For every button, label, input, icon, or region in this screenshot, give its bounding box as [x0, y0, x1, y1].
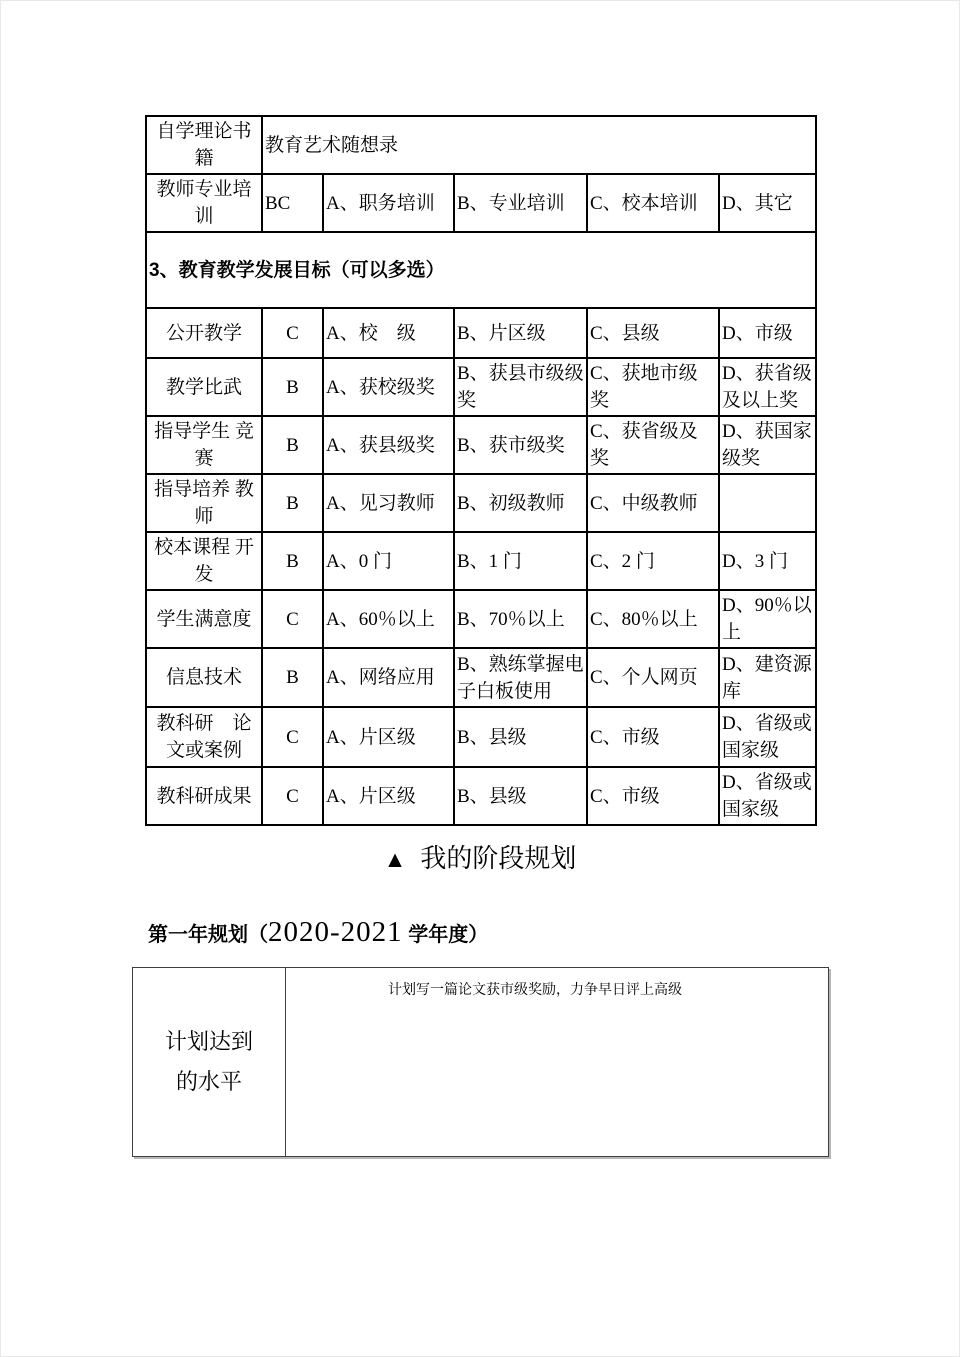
- goal-row-label: 指导培养 教师: [146, 474, 262, 532]
- option-c-cell: C、中级教师: [587, 474, 719, 532]
- goal-row-label: 教科研 论文或案例: [146, 707, 262, 767]
- training-row-label: 教师专业培训: [146, 174, 262, 232]
- option-c-cell: C、获地市级奖: [587, 358, 719, 416]
- reading-row-label: 自学理论书籍: [146, 116, 262, 174]
- option-d-cell: D、90％以上: [719, 590, 816, 648]
- option-c-cell: C、2 门: [587, 532, 719, 590]
- option-d-cell: D、省级或国家级: [719, 707, 816, 767]
- first-year-plan-heading: [148, 912, 488, 955]
- table-row: [146, 707, 816, 767]
- reading-row-value: 教育艺术随想录: [262, 116, 816, 174]
- option-c-cell: C、市级: [587, 707, 719, 767]
- option-b-cell: B、县级: [454, 767, 587, 825]
- option-b-cell: B、获县市级级奖: [454, 358, 587, 416]
- goal-row-label: 教学比武: [146, 358, 262, 416]
- option-d-cell: D、3 门: [719, 532, 816, 590]
- option-a-cell: A、60％以上: [323, 590, 454, 648]
- plan-row-label: 计划达到的水平: [133, 968, 286, 1157]
- goal-answer: B: [262, 648, 323, 707]
- option-a-cell: A、职务培训: [323, 174, 454, 232]
- plan-row-content-cell: [286, 968, 829, 1157]
- goal-answer: B: [262, 358, 323, 416]
- option-b-cell: B、片区级: [454, 308, 587, 358]
- option-a-cell: A、获县级奖: [323, 416, 454, 474]
- goal-answer: B: [262, 416, 323, 474]
- goal-answer: C: [262, 707, 323, 767]
- table-row: [146, 767, 816, 825]
- plan-level-table: [132, 967, 829, 1157]
- stage-plan-heading-text: 我的阶段规划: [420, 844, 577, 873]
- table-row: [146, 532, 816, 590]
- school-year-range: 2020-2021: [268, 916, 403, 948]
- option-b-cell: B、熟练掌握电子白板使用: [454, 648, 587, 707]
- plan-content-text: 计划写一篇论文获市级奖励，力争早日评上高级: [388, 983, 682, 998]
- development-goals-table: [145, 115, 817, 826]
- option-a-cell: A、获校级奖: [323, 358, 454, 416]
- option-c-cell: C、80％以上: [587, 590, 719, 648]
- option-a-cell: A、片区级: [323, 767, 454, 825]
- option-b-cell: B、获市级奖: [454, 416, 587, 474]
- option-c-cell: C、个人网页: [587, 648, 719, 707]
- goal-row-label: 信息技术: [146, 648, 262, 707]
- goal-row-label: 公开教学: [146, 308, 262, 358]
- option-a-cell: A、0 门: [323, 532, 454, 590]
- table-row: [146, 648, 816, 707]
- table-row: [146, 358, 816, 416]
- goal-row-label: 指导学生 竞赛: [146, 416, 262, 474]
- option-c-cell: C、获省级及奖: [587, 416, 719, 474]
- table-row: [146, 474, 816, 532]
- goal-answer: B: [262, 474, 323, 532]
- section-header-row: [146, 232, 816, 308]
- section-header: 3、教育教学发展目标（可以多选）: [146, 232, 816, 308]
- triangle-marker-icon: ▲: [383, 847, 407, 872]
- goal-row-label: 校本课程 开发: [146, 532, 262, 590]
- table-row: [146, 116, 816, 174]
- option-d-cell: D、获省级及以上奖: [719, 358, 816, 416]
- option-d-cell: D、其它: [719, 174, 816, 232]
- option-a-cell: A、网络应用: [323, 648, 454, 707]
- goal-answer: C: [262, 767, 323, 825]
- option-d-cell: [719, 474, 816, 532]
- option-b-cell: B、初级教师: [454, 474, 587, 532]
- goal-answer: C: [262, 590, 323, 648]
- table-row: [133, 968, 829, 1157]
- goal-answer: C: [262, 308, 323, 358]
- option-b-cell: B、1 门: [454, 532, 587, 590]
- option-b-cell: B、70％以上: [454, 590, 587, 648]
- option-a-cell: A、见习教师: [323, 474, 454, 532]
- table-row: [146, 308, 816, 358]
- table-row: [146, 174, 816, 232]
- option-d-cell: D、市级: [719, 308, 816, 358]
- option-d-cell: D、建资源库: [719, 648, 816, 707]
- training-answer: BC: [262, 174, 323, 232]
- option-c-cell: C、县级: [587, 308, 719, 358]
- option-d-cell: D、省级或国家级: [719, 767, 816, 825]
- table-row: [146, 416, 816, 474]
- option-a-cell: A、片区级: [323, 707, 454, 767]
- option-d-cell: D、获国家级奖: [719, 416, 816, 474]
- option-c-cell: C、市级: [587, 767, 719, 825]
- option-a-cell: A、校 级: [323, 308, 454, 358]
- year-heading-prefix: 第一年规划（: [148, 924, 268, 946]
- goal-row-label: 学生满意度: [146, 590, 262, 648]
- option-c-cell: C、校本培训: [587, 174, 719, 232]
- stage-plan-heading: [0, 841, 960, 878]
- option-b-cell: B、县级: [454, 707, 587, 767]
- table-row: [146, 590, 816, 648]
- option-b-cell: B、专业培训: [454, 174, 587, 232]
- goal-answer: B: [262, 532, 323, 590]
- goal-row-label: 教科研成果: [146, 767, 262, 825]
- year-heading-suffix: 学年度）: [402, 924, 489, 946]
